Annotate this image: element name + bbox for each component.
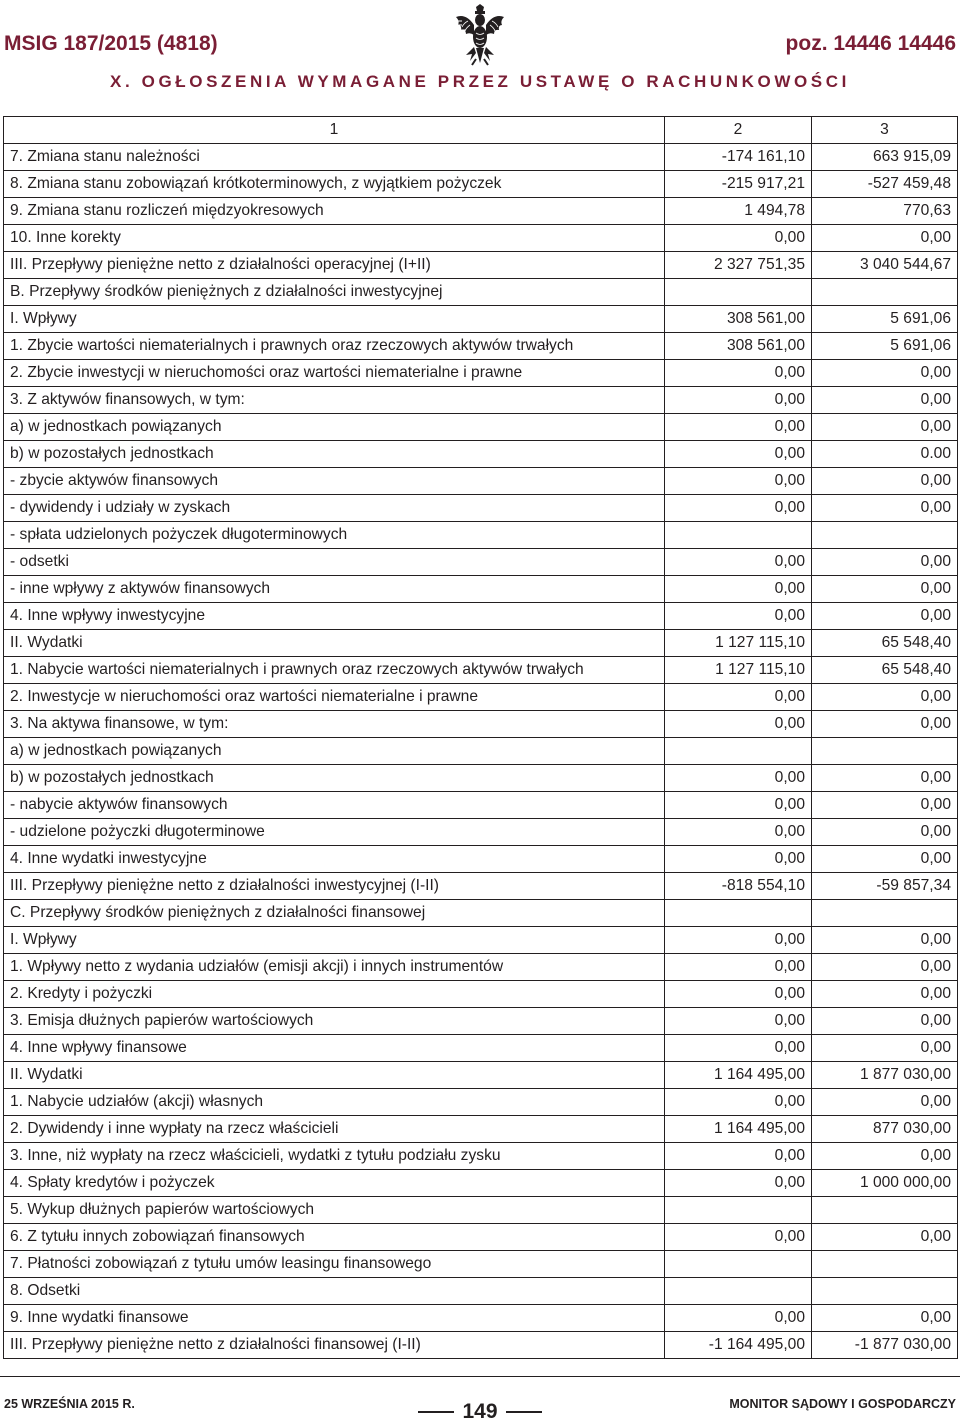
table-row bbox=[4, 657, 958, 684]
current-year-value: -215 917,21 bbox=[665, 171, 812, 198]
row-label: - inne wpływy z aktywów finansowych bbox=[4, 576, 665, 603]
table-row bbox=[4, 1035, 958, 1062]
current-year-value: 0,00 bbox=[665, 684, 812, 711]
table-row bbox=[4, 495, 958, 522]
current-year-value: 1 494,78 bbox=[665, 198, 812, 225]
current-year-value: 0,00 bbox=[665, 792, 812, 819]
table-row bbox=[4, 306, 958, 333]
previous-year-value: 0,00 bbox=[812, 549, 958, 576]
row-label: II. Wydatki bbox=[4, 1062, 665, 1089]
column-header: 2 bbox=[665, 117, 812, 144]
current-year-value: 0,00 bbox=[665, 468, 812, 495]
row-label: 1. Nabycie udziałów (akcji) własnych bbox=[4, 1089, 665, 1116]
previous-year-value: 0,00 bbox=[812, 225, 958, 252]
previous-year-value: 770,63 bbox=[812, 198, 958, 225]
current-year-value bbox=[665, 1197, 812, 1224]
table-row bbox=[4, 927, 958, 954]
current-year-value: 0,00 bbox=[665, 1305, 812, 1332]
previous-year-value: 0,00 bbox=[812, 1008, 958, 1035]
row-label: 8. Odsetki bbox=[4, 1278, 665, 1305]
current-year-value: 0,00 bbox=[665, 387, 812, 414]
row-label: B. Przepływy środków pieniężnych z działalności inwestycyjnej bbox=[4, 279, 665, 306]
current-year-value: -1 164 495,00 bbox=[665, 1332, 812, 1359]
current-year-value: 0,00 bbox=[665, 1224, 812, 1251]
current-year-value bbox=[665, 738, 812, 765]
previous-year-value: 0,00 bbox=[812, 684, 958, 711]
table-row bbox=[4, 468, 958, 495]
current-year-value bbox=[665, 900, 812, 927]
previous-year-value: 0,00 bbox=[812, 360, 958, 387]
current-year-value: 0,00 bbox=[665, 954, 812, 981]
table-row bbox=[4, 171, 958, 198]
current-year-value: 0,00 bbox=[665, 225, 812, 252]
previous-year-value: 877 030,00 bbox=[812, 1116, 958, 1143]
row-label: - spłata udzielonych pożyczek długoterminowych bbox=[4, 522, 665, 549]
previous-year-value: -527 459,48 bbox=[812, 171, 958, 198]
table-row bbox=[4, 360, 958, 387]
current-year-value: 0,00 bbox=[665, 981, 812, 1008]
current-year-value: 0,00 bbox=[665, 846, 812, 873]
row-label: - nabycie aktywów finansowych bbox=[4, 792, 665, 819]
previous-year-value: 0,00 bbox=[812, 954, 958, 981]
row-label: 3. Emisja dłużnych papierów wartościowych bbox=[4, 1008, 665, 1035]
previous-year-value: 1 877 030,00 bbox=[812, 1062, 958, 1089]
previous-year-value: -1 877 030,00 bbox=[812, 1332, 958, 1359]
row-label: 3. Inne, niż wypłaty na rzecz właścicieli, wydatki z tytułu podziału zysku bbox=[4, 1143, 665, 1170]
current-year-value: 2 327 751,35 bbox=[665, 252, 812, 279]
table-row bbox=[4, 1305, 958, 1332]
row-label: 2. Inwestycje w nieruchomości oraz wartości niematerialne i prawne bbox=[4, 684, 665, 711]
current-year-value: 308 561,00 bbox=[665, 306, 812, 333]
current-year-value: 0,00 bbox=[665, 1089, 812, 1116]
previous-year-value bbox=[812, 1278, 958, 1305]
row-label: a) w jednostkach powiązanych bbox=[4, 738, 665, 765]
dash-right bbox=[506, 1411, 542, 1413]
row-label: I. Wpływy bbox=[4, 306, 665, 333]
footer-divider bbox=[0, 1376, 960, 1377]
table-row bbox=[4, 1062, 958, 1089]
table-row bbox=[4, 333, 958, 360]
previous-year-value: 0,00 bbox=[812, 765, 958, 792]
row-label: 4. Spłaty kredytów i pożyczek bbox=[4, 1170, 665, 1197]
table-row bbox=[4, 765, 958, 792]
current-year-value: 0,00 bbox=[665, 765, 812, 792]
table-row bbox=[4, 792, 958, 819]
table-row bbox=[4, 1332, 958, 1359]
table-row bbox=[4, 252, 958, 279]
table-row bbox=[4, 900, 958, 927]
previous-year-value: 0,00 bbox=[812, 1035, 958, 1062]
row-label: 2. Kredyty i pożyczki bbox=[4, 981, 665, 1008]
current-year-value: 0,00 bbox=[665, 414, 812, 441]
row-label: II. Wydatki bbox=[4, 630, 665, 657]
table-row bbox=[4, 225, 958, 252]
row-label: I. Wpływy bbox=[4, 927, 665, 954]
row-label: b) w pozostałych jednostkach bbox=[4, 765, 665, 792]
row-label: III. Przepływy pieniężne netto z działalności operacyjnej (I+II) bbox=[4, 252, 665, 279]
current-year-value: 1 127 115,10 bbox=[665, 657, 812, 684]
current-year-value: 0,00 bbox=[665, 1035, 812, 1062]
previous-year-value: 0,00 bbox=[812, 1305, 958, 1332]
previous-year-value: 0,00 bbox=[812, 603, 958, 630]
table-row bbox=[4, 1278, 958, 1305]
row-label: 7. Płatności zobowiązań z tytułu umów leasingu finansowego bbox=[4, 1251, 665, 1278]
current-year-value: 0,00 bbox=[665, 549, 812, 576]
table-row bbox=[4, 279, 958, 306]
current-year-value: 308 561,00 bbox=[665, 333, 812, 360]
current-year-value bbox=[665, 279, 812, 306]
previous-year-value: 663 915,09 bbox=[812, 144, 958, 171]
row-label: 1. Nabycie wartości niematerialnych i prawnych oraz rzeczowych aktywów trwałych bbox=[4, 657, 665, 684]
row-label: 4. Inne wpływy inwestycyjne bbox=[4, 603, 665, 630]
table-row bbox=[4, 819, 958, 846]
previous-year-value: 5 691,06 bbox=[812, 306, 958, 333]
table-row bbox=[4, 1089, 958, 1116]
previous-year-value bbox=[812, 900, 958, 927]
table-row bbox=[4, 630, 958, 657]
previous-year-value bbox=[812, 279, 958, 306]
row-label: 7. Zmiana stanu należności bbox=[4, 144, 665, 171]
current-year-value: 1 164 495,00 bbox=[665, 1116, 812, 1143]
current-year-value: 0,00 bbox=[665, 711, 812, 738]
cash-flow-table bbox=[3, 116, 958, 1359]
table-row bbox=[4, 414, 958, 441]
current-year-value: 0,00 bbox=[665, 360, 812, 387]
table-row bbox=[4, 954, 958, 981]
previous-year-value: 0,00 bbox=[812, 819, 958, 846]
previous-year-value: 0,00 bbox=[812, 846, 958, 873]
table-row bbox=[4, 1143, 958, 1170]
current-year-value: 0,00 bbox=[665, 1170, 812, 1197]
current-year-value: 1 127 115,10 bbox=[665, 630, 812, 657]
row-label: 6. Z tytułu innych zobowiązań finansowych bbox=[4, 1224, 665, 1251]
previous-year-value: 65 548,40 bbox=[812, 657, 958, 684]
previous-year-value bbox=[812, 738, 958, 765]
table-row bbox=[4, 873, 958, 900]
table-row bbox=[4, 441, 958, 468]
page-number bbox=[380, 1400, 580, 1424]
row-label: 5. Wykup dłużnych papierów wartościowych bbox=[4, 1197, 665, 1224]
current-year-value: 0,00 bbox=[665, 819, 812, 846]
table-row bbox=[4, 1251, 958, 1278]
previous-year-value: 0,00 bbox=[812, 927, 958, 954]
row-label: 4. Inne wpływy finansowe bbox=[4, 1035, 665, 1062]
current-year-value: 0,00 bbox=[665, 441, 812, 468]
row-label: 10. Inne korekty bbox=[4, 225, 665, 252]
table-row bbox=[4, 198, 958, 225]
current-year-value bbox=[665, 1278, 812, 1305]
table-row bbox=[4, 549, 958, 576]
row-label: 2. Dywidendy i inne wypłaty na rzecz właścicieli bbox=[4, 1116, 665, 1143]
previous-year-value: 5 691,06 bbox=[812, 333, 958, 360]
current-year-value: 0,00 bbox=[665, 495, 812, 522]
row-label: III. Przepływy pieniężne netto z działalności inwestycyjnej (I-II) bbox=[4, 873, 665, 900]
current-year-value bbox=[665, 522, 812, 549]
row-label: 3. Z aktywów finansowych, w tym: bbox=[4, 387, 665, 414]
row-label: 9. Zmiana stanu rozliczeń międzyokresowych bbox=[4, 198, 665, 225]
previous-year-value: 0,00 bbox=[812, 414, 958, 441]
row-label: 9. Inne wydatki finansowe bbox=[4, 1305, 665, 1332]
current-year-value: 0,00 bbox=[665, 1143, 812, 1170]
publication-issue: MSIG 187/2015 (4818) bbox=[4, 32, 218, 55]
previous-year-value: 0,00 bbox=[812, 468, 958, 495]
current-year-value: 0,00 bbox=[665, 603, 812, 630]
row-label: 2. Zbycie inwestycji w nieruchomości oraz wartości niematerialne i prawne bbox=[4, 360, 665, 387]
previous-year-value: 0,00 bbox=[812, 1224, 958, 1251]
previous-year-value: 0,00 bbox=[812, 1089, 958, 1116]
position-number: poz. 14446 14446 bbox=[785, 32, 956, 55]
current-year-value bbox=[665, 1251, 812, 1278]
table-row bbox=[4, 684, 958, 711]
row-label: - dywidendy i udziały w zyskach bbox=[4, 495, 665, 522]
row-label: III. Przepływy pieniężne netto z działalności finansowej (I-II) bbox=[4, 1332, 665, 1359]
previous-year-value: 0,00 bbox=[812, 711, 958, 738]
table-row bbox=[4, 576, 958, 603]
table-row bbox=[4, 1197, 958, 1224]
row-label: b) w pozostałych jednostkach bbox=[4, 441, 665, 468]
table-row bbox=[4, 1116, 958, 1143]
previous-year-value bbox=[812, 1197, 958, 1224]
footer-publication: MONITOR SĄDOWY I GOSPODARCZY bbox=[729, 1397, 956, 1411]
row-label: 4. Inne wydatki inwestycyjne bbox=[4, 846, 665, 873]
previous-year-value: 1 000 000,00 bbox=[812, 1170, 958, 1197]
previous-year-value: 0,00 bbox=[812, 495, 958, 522]
previous-year-value: 0,00 bbox=[812, 576, 958, 603]
footer-date: 25 WRZEŚNIA 2015 R. bbox=[4, 1397, 135, 1411]
table-row bbox=[4, 738, 958, 765]
previous-year-value: 0,00 bbox=[812, 792, 958, 819]
current-year-value: 0,00 bbox=[665, 927, 812, 954]
previous-year-value: 0,00 bbox=[812, 981, 958, 1008]
table-row bbox=[4, 1170, 958, 1197]
table-row bbox=[4, 1224, 958, 1251]
row-label: 1. Zbycie wartości niematerialnych i prawnych oraz rzeczowych aktywów trwałych bbox=[4, 333, 665, 360]
table-header-row bbox=[4, 117, 958, 144]
previous-year-value: 0,00 bbox=[812, 387, 958, 414]
row-label: 8. Zmiana stanu zobowiązań krótkoterminowych, z wyjątkiem pożyczek bbox=[4, 171, 665, 198]
row-label: 3. Na aktywa finansowe, w tym: bbox=[4, 711, 665, 738]
row-label: a) w jednostkach powiązanych bbox=[4, 414, 665, 441]
previous-year-value bbox=[812, 522, 958, 549]
table-row bbox=[4, 1008, 958, 1035]
table-row bbox=[4, 846, 958, 873]
current-year-value: 0,00 bbox=[665, 576, 812, 603]
current-year-value: -818 554,10 bbox=[665, 873, 812, 900]
previous-year-value: 0,00 bbox=[812, 1143, 958, 1170]
previous-year-value bbox=[812, 1251, 958, 1278]
row-label: - udzielone pożyczki długoterminowe bbox=[4, 819, 665, 846]
dash-left bbox=[418, 1411, 454, 1413]
table-row bbox=[4, 603, 958, 630]
table-row bbox=[4, 387, 958, 414]
current-year-value: 1 164 495,00 bbox=[665, 1062, 812, 1089]
current-year-value: 0,00 bbox=[665, 1008, 812, 1035]
column-header: 3 bbox=[812, 117, 958, 144]
page-number-text: 149 bbox=[462, 1400, 498, 1423]
table-row bbox=[4, 144, 958, 171]
previous-year-value: -59 857,34 bbox=[812, 873, 958, 900]
previous-year-value: 0.00 bbox=[812, 441, 958, 468]
table-row bbox=[4, 981, 958, 1008]
row-label: 1. Wpływy netto z wydania udziałów (emisji akcji) i innych instrumentów bbox=[4, 954, 665, 981]
row-label: C. Przepływy środków pieniężnych z działalności finansowej bbox=[4, 900, 665, 927]
previous-year-value: 3 040 544,67 bbox=[812, 252, 958, 279]
section-title: X. OGŁOSZENIA WYMAGANE PRZEZ USTAWĘ O RACHUNKOWOŚCI bbox=[110, 72, 850, 91]
row-label: - odsetki bbox=[4, 549, 665, 576]
previous-year-value: 65 548,40 bbox=[812, 630, 958, 657]
row-label: - zbycie aktywów finansowych bbox=[4, 468, 665, 495]
polish-eagle-emblem-icon bbox=[452, 3, 508, 67]
column-header: 1 bbox=[4, 117, 665, 144]
table-row bbox=[4, 522, 958, 549]
current-year-value: -174 161,10 bbox=[665, 144, 812, 171]
table-row bbox=[4, 711, 958, 738]
